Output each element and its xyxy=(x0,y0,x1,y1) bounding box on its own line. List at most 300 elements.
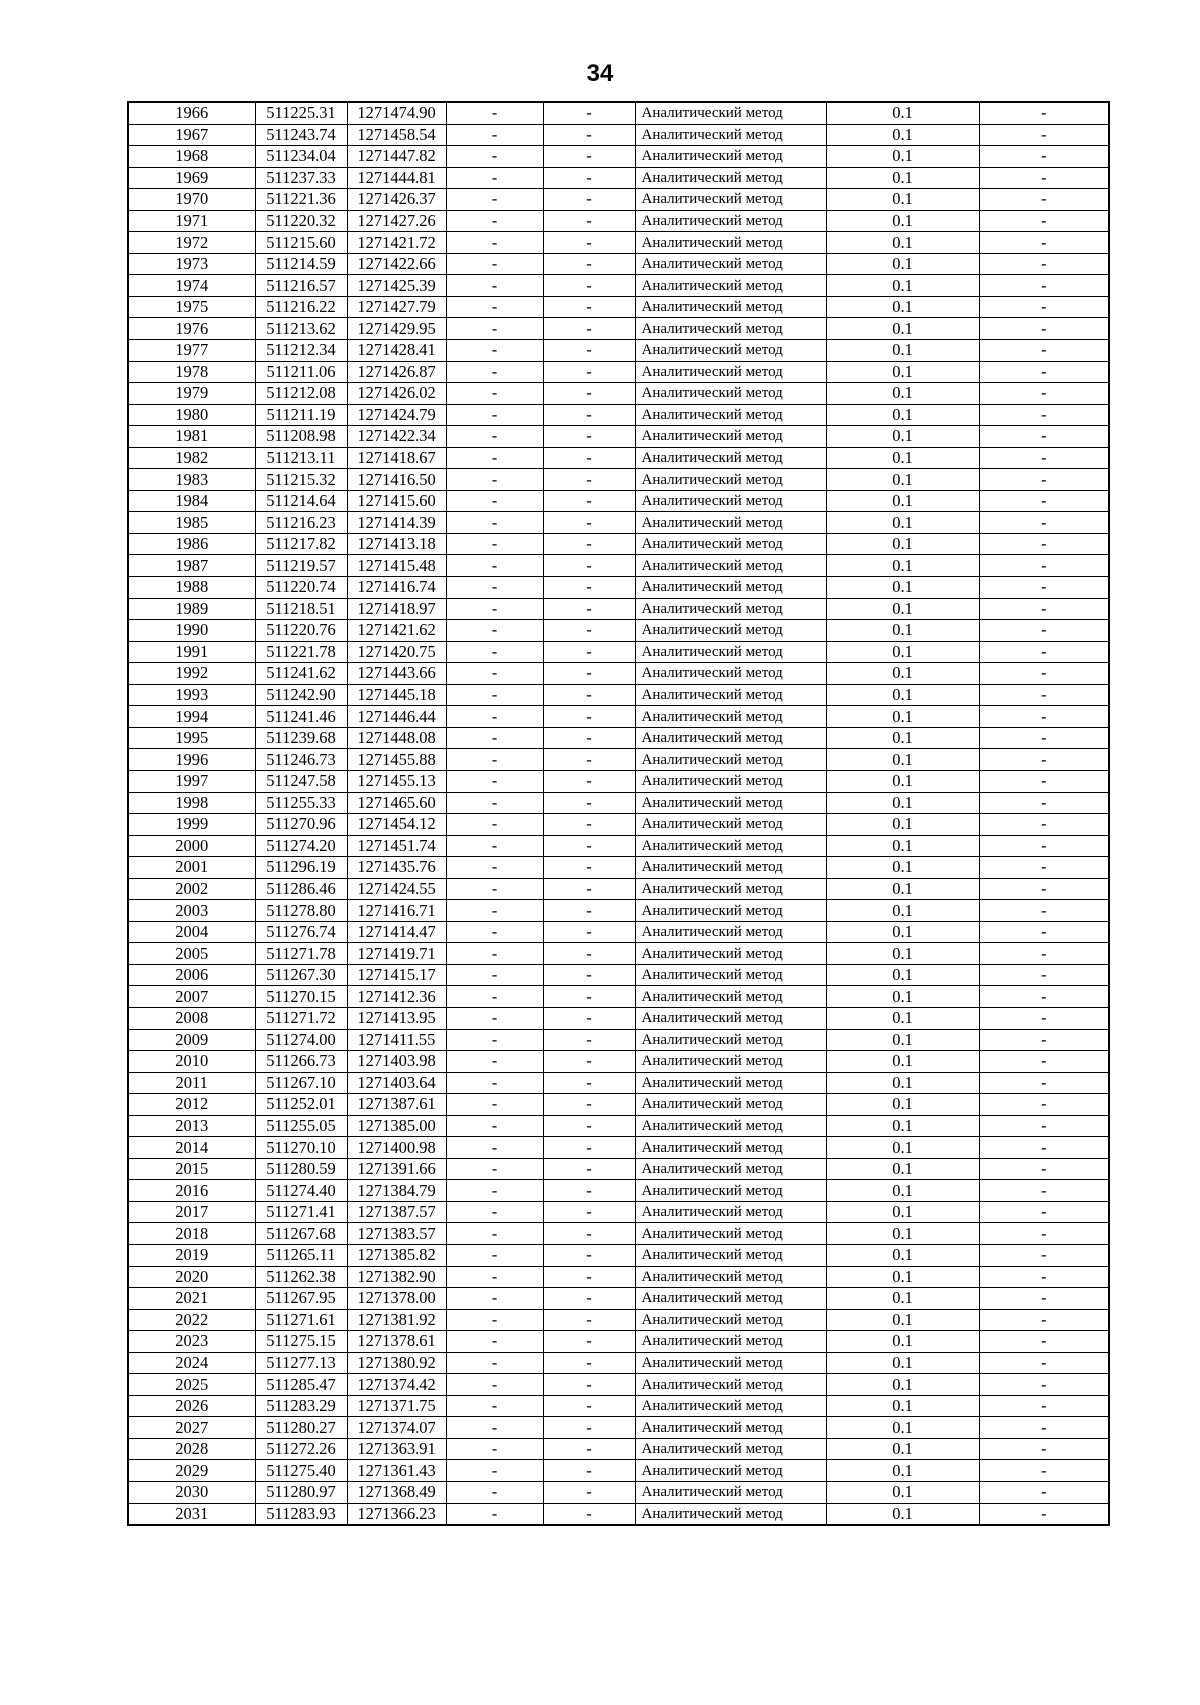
cell-coord-x: 511255.33 xyxy=(255,792,347,814)
cell-coord-x: 511215.60 xyxy=(255,232,347,254)
cell-col-4: - xyxy=(446,1158,543,1180)
cell-coord-y: 1271474.90 xyxy=(347,102,446,124)
cell-col-4: - xyxy=(446,1309,543,1331)
cell-col-5: - xyxy=(543,1352,635,1374)
cell-coord-y: 1271400.98 xyxy=(347,1137,446,1159)
cell-coord-y: 1271382.90 xyxy=(347,1266,446,1288)
cell-point-number: 1998 xyxy=(128,792,255,814)
cell-coord-y: 1271428.41 xyxy=(347,340,446,362)
cell-col-8: - xyxy=(979,663,1109,685)
cell-method: Аналитический метод xyxy=(635,232,826,254)
cell-coord-x: 511280.59 xyxy=(255,1158,347,1180)
cell-point-number: 2008 xyxy=(128,1007,255,1029)
cell-col-5: - xyxy=(543,1395,635,1417)
cell-method: Аналитический метод xyxy=(635,1029,826,1051)
cell-method: Аналитический метод xyxy=(635,1244,826,1266)
cell-col-5: - xyxy=(543,124,635,146)
cell-point-number: 2006 xyxy=(128,964,255,986)
cell-coord-y: 1271387.57 xyxy=(347,1201,446,1223)
cell-col-8: - xyxy=(979,253,1109,275)
cell-col-5: - xyxy=(543,1223,635,1245)
cell-method: Аналитический метод xyxy=(635,641,826,663)
cell-point-number: 2029 xyxy=(128,1460,255,1482)
cell-coord-y: 1271446.44 xyxy=(347,706,446,728)
cell-coord-x: 511241.46 xyxy=(255,706,347,728)
table-row xyxy=(128,1244,1109,1266)
table-row xyxy=(128,253,1109,275)
cell-col-5: - xyxy=(543,727,635,749)
cell-col-8: - xyxy=(979,1438,1109,1460)
cell-coord-y: 1271368.49 xyxy=(347,1482,446,1504)
cell-method: Аналитический метод xyxy=(635,598,826,620)
cell-coord-y: 1271403.64 xyxy=(347,1072,446,1094)
cell-col-8: - xyxy=(979,469,1109,491)
cell-coord-y: 1271413.18 xyxy=(347,533,446,555)
cell-coord-y: 1271385.82 xyxy=(347,1244,446,1266)
cell-accuracy: 0.1 xyxy=(826,1288,979,1310)
cell-coord-x: 511212.08 xyxy=(255,383,347,405)
cell-col-4: - xyxy=(446,1288,543,1310)
cell-col-4: - xyxy=(446,641,543,663)
cell-col-4: - xyxy=(446,1331,543,1353)
cell-col-8: - xyxy=(979,1482,1109,1504)
cell-method: Аналитический метод xyxy=(635,814,826,836)
cell-accuracy: 0.1 xyxy=(826,1460,979,1482)
cell-coord-y: 1271426.37 xyxy=(347,189,446,211)
cell-col-8: - xyxy=(979,684,1109,706)
cell-col-4: - xyxy=(446,814,543,836)
cell-method: Аналитический метод xyxy=(635,964,826,986)
cell-coord-y: 1271363.91 xyxy=(347,1438,446,1460)
table-row xyxy=(128,577,1109,599)
cell-method: Аналитический метод xyxy=(635,210,826,232)
cell-method: Аналитический метод xyxy=(635,1331,826,1353)
table-row xyxy=(128,1503,1109,1525)
cell-accuracy: 0.1 xyxy=(826,296,979,318)
cell-coord-x: 511239.68 xyxy=(255,727,347,749)
cell-method: Аналитический метод xyxy=(635,943,826,965)
cell-col-4: - xyxy=(446,792,543,814)
cell-coord-x: 511237.33 xyxy=(255,167,347,189)
cell-coord-x: 511285.47 xyxy=(255,1374,347,1396)
cell-col-8: - xyxy=(979,1223,1109,1245)
cell-col-5: - xyxy=(543,663,635,685)
cell-col-4: - xyxy=(446,1244,543,1266)
cell-coord-x: 511270.96 xyxy=(255,814,347,836)
cell-point-number: 1973 xyxy=(128,253,255,275)
cell-method: Аналитический метод xyxy=(635,1007,826,1029)
cell-col-4: - xyxy=(446,900,543,922)
cell-col-5: - xyxy=(543,598,635,620)
cell-col-4: - xyxy=(446,1137,543,1159)
cell-accuracy: 0.1 xyxy=(826,1158,979,1180)
cell-col-5: - xyxy=(543,835,635,857)
cell-col-8: - xyxy=(979,770,1109,792)
cell-coord-y: 1271420.75 xyxy=(347,641,446,663)
table-row xyxy=(128,684,1109,706)
table-row xyxy=(128,943,1109,965)
cell-accuracy: 0.1 xyxy=(826,555,979,577)
cell-coord-y: 1271454.12 xyxy=(347,814,446,836)
cell-point-number: 2005 xyxy=(128,943,255,965)
table-row xyxy=(128,340,1109,362)
cell-col-8: - xyxy=(979,792,1109,814)
cell-method: Аналитический метод xyxy=(635,189,826,211)
cell-point-number: 2012 xyxy=(128,1094,255,1116)
cell-coord-x: 511216.57 xyxy=(255,275,347,297)
cell-coord-x: 511220.76 xyxy=(255,620,347,642)
cell-method: Аналитический метод xyxy=(635,1374,826,1396)
cell-accuracy: 0.1 xyxy=(826,857,979,879)
table-row xyxy=(128,900,1109,922)
cell-col-4: - xyxy=(446,253,543,275)
cell-method: Аналитический метод xyxy=(635,1417,826,1439)
cell-coord-x: 511277.13 xyxy=(255,1352,347,1374)
cell-col-5: - xyxy=(543,1460,635,1482)
cell-accuracy: 0.1 xyxy=(826,943,979,965)
table-row xyxy=(128,1201,1109,1223)
cell-accuracy: 0.1 xyxy=(826,878,979,900)
cell-col-4: - xyxy=(446,189,543,211)
cell-method: Аналитический метод xyxy=(635,146,826,168)
cell-coord-x: 511212.34 xyxy=(255,340,347,362)
cell-col-4: - xyxy=(446,124,543,146)
cell-method: Аналитический метод xyxy=(635,1503,826,1525)
cell-method: Аналитический метод xyxy=(635,253,826,275)
table-row xyxy=(128,857,1109,879)
cell-accuracy: 0.1 xyxy=(826,533,979,555)
cell-col-8: - xyxy=(979,124,1109,146)
cell-point-number: 2022 xyxy=(128,1309,255,1331)
cell-method: Аналитический метод xyxy=(635,792,826,814)
cell-col-5: - xyxy=(543,684,635,706)
cell-accuracy: 0.1 xyxy=(826,1029,979,1051)
cell-point-number: 2003 xyxy=(128,900,255,922)
table-row xyxy=(128,426,1109,448)
cell-point-number: 2017 xyxy=(128,1201,255,1223)
cell-accuracy: 0.1 xyxy=(826,1137,979,1159)
cell-col-5: - xyxy=(543,1029,635,1051)
cell-accuracy: 0.1 xyxy=(826,146,979,168)
cell-col-8: - xyxy=(979,1374,1109,1396)
table-row xyxy=(128,1395,1109,1417)
cell-col-4: - xyxy=(446,361,543,383)
cell-col-5: - xyxy=(543,1201,635,1223)
cell-col-5: - xyxy=(543,296,635,318)
cell-col-4: - xyxy=(446,706,543,728)
cell-col-5: - xyxy=(543,921,635,943)
cell-method: Аналитический метод xyxy=(635,124,826,146)
cell-accuracy: 0.1 xyxy=(826,663,979,685)
cell-col-5: - xyxy=(543,426,635,448)
cell-col-8: - xyxy=(979,1417,1109,1439)
cell-accuracy: 0.1 xyxy=(826,1395,979,1417)
cell-col-5: - xyxy=(543,533,635,555)
cell-method: Аналитический метод xyxy=(635,555,826,577)
cell-col-5: - xyxy=(543,1503,635,1525)
coordinates-table xyxy=(127,101,1110,1526)
cell-col-8: - xyxy=(979,1115,1109,1137)
cell-coord-x: 511213.62 xyxy=(255,318,347,340)
cell-col-8: - xyxy=(979,533,1109,555)
cell-method: Аналитический метод xyxy=(635,577,826,599)
cell-col-5: - xyxy=(543,1094,635,1116)
cell-col-4: - xyxy=(446,1180,543,1202)
cell-col-4: - xyxy=(446,1266,543,1288)
cell-method: Аналитический метод xyxy=(635,404,826,426)
cell-point-number: 2013 xyxy=(128,1115,255,1137)
cell-col-4: - xyxy=(446,469,543,491)
cell-accuracy: 0.1 xyxy=(826,1503,979,1525)
cell-col-5: - xyxy=(543,620,635,642)
cell-point-number: 2026 xyxy=(128,1395,255,1417)
cell-col-8: - xyxy=(979,447,1109,469)
cell-col-5: - xyxy=(543,641,635,663)
table-row xyxy=(128,275,1109,297)
table-row xyxy=(128,792,1109,814)
cell-method: Аналитический метод xyxy=(635,921,826,943)
table-row xyxy=(128,1180,1109,1202)
cell-col-5: - xyxy=(543,986,635,1008)
cell-col-8: - xyxy=(979,964,1109,986)
cell-coord-y: 1271374.42 xyxy=(347,1374,446,1396)
cell-col-5: - xyxy=(543,275,635,297)
cell-method: Аналитический метод xyxy=(635,1482,826,1504)
cell-coord-y: 1271444.81 xyxy=(347,167,446,189)
cell-coord-y: 1271381.92 xyxy=(347,1309,446,1331)
cell-coord-y: 1271424.79 xyxy=(347,404,446,426)
cell-col-8: - xyxy=(979,1029,1109,1051)
cell-coord-y: 1271418.67 xyxy=(347,447,446,469)
cell-accuracy: 0.1 xyxy=(826,835,979,857)
cell-accuracy: 0.1 xyxy=(826,1331,979,1353)
table-row xyxy=(128,663,1109,685)
cell-col-5: - xyxy=(543,232,635,254)
cell-col-4: - xyxy=(446,1503,543,1525)
cell-coord-x: 511221.78 xyxy=(255,641,347,663)
cell-accuracy: 0.1 xyxy=(826,727,979,749)
cell-coord-y: 1271421.62 xyxy=(347,620,446,642)
cell-coord-x: 511274.00 xyxy=(255,1029,347,1051)
cell-accuracy: 0.1 xyxy=(826,1007,979,1029)
cell-col-8: - xyxy=(979,512,1109,534)
cell-col-5: - xyxy=(543,490,635,512)
cell-coord-x: 511271.78 xyxy=(255,943,347,965)
cell-point-number: 2007 xyxy=(128,986,255,1008)
cell-coord-x: 511296.19 xyxy=(255,857,347,879)
cell-method: Аналитический метод xyxy=(635,878,826,900)
cell-col-5: - xyxy=(543,857,635,879)
cell-point-number: 1999 xyxy=(128,814,255,836)
cell-coord-y: 1271378.61 xyxy=(347,1331,446,1353)
cell-col-8: - xyxy=(979,383,1109,405)
table-row xyxy=(128,749,1109,771)
cell-col-8: - xyxy=(979,404,1109,426)
cell-col-5: - xyxy=(543,189,635,211)
cell-coord-y: 1271413.95 xyxy=(347,1007,446,1029)
cell-accuracy: 0.1 xyxy=(826,124,979,146)
cell-accuracy: 0.1 xyxy=(826,404,979,426)
cell-accuracy: 0.1 xyxy=(826,1072,979,1094)
cell-col-5: - xyxy=(543,469,635,491)
cell-col-4: - xyxy=(446,577,543,599)
cell-coord-y: 1271374.07 xyxy=(347,1417,446,1439)
cell-coord-x: 511247.58 xyxy=(255,770,347,792)
cell-coord-y: 1271366.23 xyxy=(347,1503,446,1525)
cell-col-4: - xyxy=(446,663,543,685)
cell-col-8: - xyxy=(979,1180,1109,1202)
cell-col-8: - xyxy=(979,986,1109,1008)
cell-coord-y: 1271448.08 xyxy=(347,727,446,749)
cell-col-4: - xyxy=(446,383,543,405)
table-row xyxy=(128,210,1109,232)
cell-accuracy: 0.1 xyxy=(826,620,979,642)
cell-point-number: 2024 xyxy=(128,1352,255,1374)
cell-col-4: - xyxy=(446,1223,543,1245)
cell-point-number: 2004 xyxy=(128,921,255,943)
cell-point-number: 2027 xyxy=(128,1417,255,1439)
cell-method: Аналитический метод xyxy=(635,770,826,792)
cell-col-8: - xyxy=(979,727,1109,749)
cell-col-8: - xyxy=(979,598,1109,620)
cell-coord-x: 511225.31 xyxy=(255,102,347,124)
cell-col-4: - xyxy=(446,167,543,189)
cell-point-number: 1981 xyxy=(128,426,255,448)
cell-coord-x: 511213.11 xyxy=(255,447,347,469)
cell-coord-x: 511280.27 xyxy=(255,1417,347,1439)
cell-col-5: - xyxy=(543,1115,635,1137)
cell-coord-x: 511246.73 xyxy=(255,749,347,771)
cell-col-5: - xyxy=(543,1266,635,1288)
cell-coord-y: 1271422.34 xyxy=(347,426,446,448)
cell-col-4: - xyxy=(446,340,543,362)
cell-col-8: - xyxy=(979,814,1109,836)
table-row xyxy=(128,1007,1109,1029)
cell-accuracy: 0.1 xyxy=(826,749,979,771)
table-row xyxy=(128,1374,1109,1396)
cell-col-4: - xyxy=(446,1482,543,1504)
cell-coord-x: 511218.51 xyxy=(255,598,347,620)
cell-coord-y: 1271378.00 xyxy=(347,1288,446,1310)
cell-point-number: 2020 xyxy=(128,1266,255,1288)
cell-coord-x: 511211.06 xyxy=(255,361,347,383)
cell-point-number: 1993 xyxy=(128,684,255,706)
cell-method: Аналитический метод xyxy=(635,1352,826,1374)
cell-col-4: - xyxy=(446,770,543,792)
cell-col-5: - xyxy=(543,706,635,728)
cell-coord-y: 1271384.79 xyxy=(347,1180,446,1202)
table-row xyxy=(128,1094,1109,1116)
cell-coord-y: 1271385.00 xyxy=(347,1115,446,1137)
cell-method: Аналитический метод xyxy=(635,684,826,706)
cell-accuracy: 0.1 xyxy=(826,275,979,297)
cell-coord-y: 1271421.72 xyxy=(347,232,446,254)
cell-accuracy: 0.1 xyxy=(826,641,979,663)
cell-coord-y: 1271415.17 xyxy=(347,964,446,986)
cell-col-4: - xyxy=(446,102,543,124)
cell-accuracy: 0.1 xyxy=(826,340,979,362)
table-body xyxy=(128,102,1109,1525)
cell-method: Аналитический метод xyxy=(635,1460,826,1482)
cell-coord-y: 1271418.97 xyxy=(347,598,446,620)
cell-coord-x: 511214.59 xyxy=(255,253,347,275)
cell-point-number: 1983 xyxy=(128,469,255,491)
cell-point-number: 1988 xyxy=(128,577,255,599)
cell-col-8: - xyxy=(979,1158,1109,1180)
cell-col-8: - xyxy=(979,921,1109,943)
cell-method: Аналитический метод xyxy=(635,318,826,340)
cell-col-4: - xyxy=(446,749,543,771)
cell-coord-x: 511267.68 xyxy=(255,1223,347,1245)
cell-coord-y: 1271361.43 xyxy=(347,1460,446,1482)
cell-point-number: 2011 xyxy=(128,1072,255,1094)
cell-method: Аналитический метод xyxy=(635,275,826,297)
cell-coord-x: 511274.20 xyxy=(255,835,347,857)
cell-accuracy: 0.1 xyxy=(826,189,979,211)
cell-accuracy: 0.1 xyxy=(826,102,979,124)
table-row xyxy=(128,1438,1109,1460)
cell-col-4: - xyxy=(446,1201,543,1223)
cell-col-8: - xyxy=(979,296,1109,318)
cell-col-8: - xyxy=(979,706,1109,728)
cell-col-5: - xyxy=(543,1180,635,1202)
cell-coord-y: 1271422.66 xyxy=(347,253,446,275)
table-row xyxy=(128,232,1109,254)
cell-col-5: - xyxy=(543,210,635,232)
cell-point-number: 1972 xyxy=(128,232,255,254)
cell-col-5: - xyxy=(543,1374,635,1396)
cell-point-number: 1982 xyxy=(128,447,255,469)
cell-method: Аналитический метод xyxy=(635,1201,826,1223)
table-row xyxy=(128,727,1109,749)
cell-method: Аналитический метод xyxy=(635,1158,826,1180)
cell-coord-y: 1271455.88 xyxy=(347,749,446,771)
cell-method: Аналитический метод xyxy=(635,340,826,362)
cell-point-number: 2018 xyxy=(128,1223,255,1245)
cell-col-4: - xyxy=(446,275,543,297)
cell-col-4: - xyxy=(446,426,543,448)
cell-col-8: - xyxy=(979,1352,1109,1374)
cell-col-8: - xyxy=(979,146,1109,168)
cell-col-4: - xyxy=(446,146,543,168)
table-row xyxy=(128,469,1109,491)
cell-point-number: 2000 xyxy=(128,835,255,857)
cell-coord-x: 511262.38 xyxy=(255,1266,347,1288)
cell-col-4: - xyxy=(446,1460,543,1482)
cell-accuracy: 0.1 xyxy=(826,684,979,706)
cell-coord-x: 511267.30 xyxy=(255,964,347,986)
cell-method: Аналитический метод xyxy=(635,663,826,685)
cell-coord-x: 511242.90 xyxy=(255,684,347,706)
cell-coord-y: 1271415.48 xyxy=(347,555,446,577)
cell-col-5: - xyxy=(543,1137,635,1159)
table-row xyxy=(128,1029,1109,1051)
cell-col-4: - xyxy=(446,684,543,706)
cell-col-8: - xyxy=(979,1072,1109,1094)
cell-accuracy: 0.1 xyxy=(826,490,979,512)
cell-coord-y: 1271426.02 xyxy=(347,383,446,405)
cell-point-number: 1987 xyxy=(128,555,255,577)
cell-coord-x: 511214.64 xyxy=(255,490,347,512)
cell-col-8: - xyxy=(979,857,1109,879)
table-row xyxy=(128,878,1109,900)
cell-col-8: - xyxy=(979,1288,1109,1310)
cell-col-8: - xyxy=(979,1137,1109,1159)
cell-col-4: - xyxy=(446,727,543,749)
cell-col-5: - xyxy=(543,1007,635,1029)
cell-coord-y: 1271415.60 xyxy=(347,490,446,512)
cell-coord-x: 511270.15 xyxy=(255,986,347,1008)
